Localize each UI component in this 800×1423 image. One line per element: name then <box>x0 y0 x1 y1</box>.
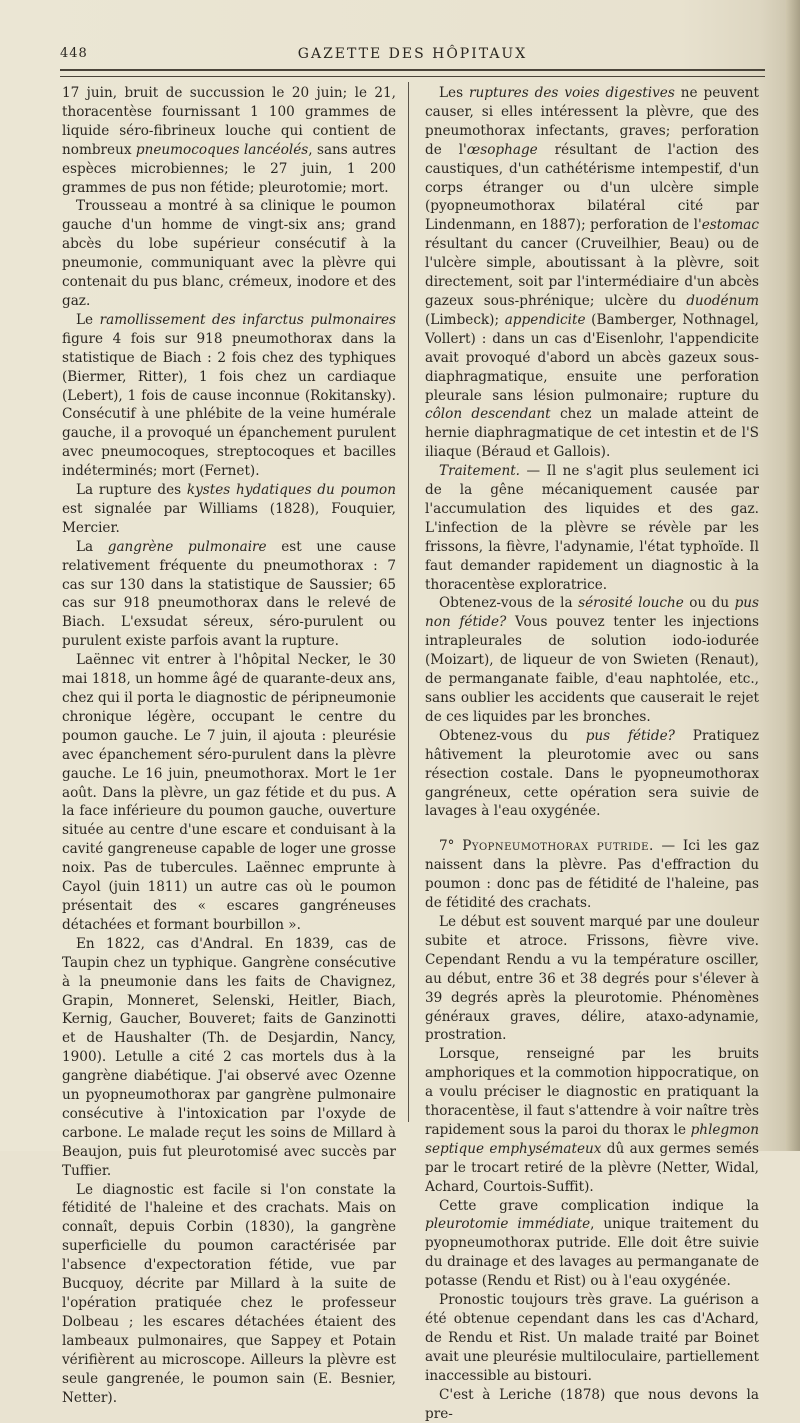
column-divider <box>408 82 409 1122</box>
text-run: Obtenez-vous du <box>439 727 586 744</box>
text-run: Le <box>76 311 100 328</box>
right-column <box>425 84 759 1423</box>
text-run: Lorsque, renseigné par les bruits amphoriques et la commotion hippocratique, on a voulu préciser le diagnostic en pratiquant la thoracentèse, il faut s'attendre à voir naître très rapidement sous la paroi du thorax le <box>425 1046 759 1138</box>
paragraph <box>62 311 396 481</box>
text-run: 7° <box>439 838 463 855</box>
italic-text: appendicite <box>504 311 586 328</box>
italic-text: pneumocoques lancéolés <box>135 141 309 158</box>
paragraph <box>425 1291 759 1386</box>
italic-text: pleurotomie immédiate <box>425 1216 591 1233</box>
text-run: Pratiquez hâtivement la pleurotomie avec ou sans résection costale. Dans le pyopneumothorax gangréneux, cette opération sera suivie de lavages à l'eau oxygénée. <box>425 727 759 820</box>
text-run: ne peuvent causer, si elles intéressent la plèvre, que des pneumothorax infectants, graves; perforation de l' <box>425 85 759 158</box>
left-column <box>62 84 396 1407</box>
text-run: est une cause relativement fréquente du pneumothorax : 7 cas sur 130 dans la statistique de Saussier; 65 cas sur 918 pneumothorax dans le relevé de Biach. L'exsudat séreux, séro-purulent ou purulent existe parfois avant la rupture. <box>62 538 396 650</box>
running-header <box>60 46 765 68</box>
text-run: (Limbeck); <box>425 311 505 328</box>
header-rule <box>60 69 765 77</box>
text-run: résultant de l'action des caustiques, d'un cathétérisme intempestif, d'un corps étranger ou d'un ulcère simple (pyopneumothorax bilatéral cité par Lindenmann, en 1887); perforation de l' <box>425 141 759 234</box>
text-run: , unique traitement du pyopneumothorax putride. Elle doit être suivie du drainage et des lavages au permanganate de potasse (Rendu et Rist) ou à l'eau oxygénée. <box>425 1216 759 1290</box>
italic-text: kystes hydatiques du poumon <box>186 482 396 499</box>
text-run: 17 juin, bruit de succussion le 20 juin; le 21, thoracentèse fournissant 1 100 grammes de liquide séro-fibrineux louche qui contient de nombreux <box>62 85 396 158</box>
text-run: La rupture des <box>76 482 187 499</box>
italic-text: duodénum <box>686 292 759 309</box>
italic-text: Traitement. <box>439 463 520 480</box>
text-run: — Il ne s'agit plus seulement ici de la gêne mécaniquement causée par l'accumulation des liquides et des gaz. L'infection de la plèvre se révèle par les frissons, la fièvre, l'adynamie, l'état typhoïde. Il faut demander rapidement un diagnostic à la thoracentèse exploratrice. <box>425 463 759 593</box>
paragraph <box>425 84 759 462</box>
text-run: Le début est souvent marqué par une douleur subite et atroce. Frissons, fièvre vive. Cependant Rendu a vu la température osciller, au début, entre 36 et 38 degrés pour s'élever à 39 degrés après la pleurotomie. Phénomènes généraux graves, délire, ataxo-adynamie, prostration. <box>425 913 759 1044</box>
paragraph <box>62 935 396 1181</box>
text-run: , sans autres espèces microbiennes; le 27 juin, 1 200 grammes de pus non fétide; pleurotomie; mort. <box>62 141 396 196</box>
italic-text: ruptures des voies digestives <box>469 85 675 101</box>
paragraph <box>425 594 759 726</box>
text-run: Pronostic toujours très grave. La guérison a été obtenue cependant dans les cas d'Achard, de Rendu et Rist. Un malade traité par Boinet avait une pleurésie multiloculaire, partiellement inaccessible au bistouri. <box>425 1292 759 1384</box>
paragraph <box>425 1386 759 1423</box>
paragraph <box>425 1197 759 1292</box>
text-run: En 1822, cas d'Andral. En 1839, cas de Taupin chez un typhique. Gangrène consécutive à la pneumonie dans les faits de Chavignez, Grapin, Monneret, Selenski, Heitler, Biach, Kernig, Gaucher, Bouveret; faits de Ganzinotti et de Haushalter (Th. de Desjardin, Nancy, 1900). Letulle a cité 2 cas mortels dus à la gangrène diabétique. J'ai observé avec Ozenne un pyopneumothorax par gangrène pulmonaire consécutive à l'intoxication par l'oxyde de carbone. Le malade reçut les soins de Millard à Beaujon, puis fut pleurotomisé avec succès par Tuffier. <box>62 935 396 1179</box>
page-number: 448 <box>60 46 88 61</box>
text-run: La <box>76 538 108 555</box>
text-run: dû aux germes semés par le trocart retiré de la plèvre (Netter, Widal, Achard, Courtois-Suffit). <box>425 1140 760 1195</box>
text-run: chez un malade atteint de hernie diaphragmatique de cet intestin et de l'S iliaque (Béraud et Gallois). <box>425 406 759 461</box>
italic-text: gangrène pulmonaire <box>107 538 267 555</box>
text-run: — Ici les gaz naissent dans la plèvre. Pas d'effraction du poumon : donc pas de fétidité de l'haleine, pas de fétidité des crachats. <box>425 838 759 912</box>
text-run: (Bamberger, Nothnagel, Vollert) : dans un cas d'Eisenlohr, l'appendicite avait provoqué d'abord un abcès gazeux sous-diaphragmatique, ensuite une perforation pleurale sans lésion pulmonaire; rupture du <box>425 311 759 404</box>
text-run: figure 4 fois sur 918 pneumothorax dans la statistique de Biach : 2 fois chez des typhiques (Biermer, Ritter), 1 fois chez un cardiaque (Lebert), 1 fois de cause inconnue (Rokitansky). Consécutif à une phlébite de la veine humérale gauche, il a provoqué un épanchement purulent avec pneumocoques, streptocoques et bacilles indéterminés; mort (Fernet). <box>62 330 396 480</box>
paragraph <box>425 727 759 822</box>
paragraph <box>62 197 396 310</box>
italic-text: pus non fétide? <box>425 595 760 631</box>
text-run: Trousseau a montré à sa clinique le poumon gauche d'un homme de vingt-six ans; grand abcès du lobe supérieur consécutif à la pneumonie, communiquant avec la plèvre qui contenait du pus blanc, crémeux, inodore et des gaz. <box>62 198 396 309</box>
paragraph <box>425 1045 759 1196</box>
text-run: Les <box>439 85 470 101</box>
paragraph <box>425 462 759 594</box>
text-run: est signalée par Williams (1828), Fouquier, Mercier. <box>62 500 396 536</box>
paragraph <box>425 913 759 1045</box>
text-run: Le diagnostic est facile si l'on constate la fétidité de l'haleine et des crachats. Mais on connaît, depuis Corbin (1830), la gangrène superficielle du poumon caractérisée par l'absence d'expectoration fétide, vue par Bucquoy, décrite par Millard à la suite de l'opération pratiquée chez le professeur Dolbeau ; les escares détachées étaient des lambeaux pulmonaires, que Sappey et Potain vérifièrent au microscope. Ailleurs la plèvre est seule gangrenée, le poumon sain (E. Besnier, Netter). <box>62 1181 396 1406</box>
text-run: résultant du cancer (Cruveilhier, Beau) ou de l'ulcère simple, aboutissant à la plèvre, soit directement, soit par l'intermédiaire d'un abcès gazeux sous-phrénique; ulcère du <box>425 236 759 309</box>
paragraph <box>425 837 759 913</box>
paragraph <box>62 481 396 538</box>
italic-text: œsophage <box>466 141 538 158</box>
paragraph <box>62 84 396 197</box>
italic-text: sérosité louche <box>578 595 684 612</box>
italic-text: estomac <box>701 217 759 234</box>
text-run: Obtenez-vous de la <box>439 595 579 612</box>
italic-text: phlegmon septique emphysémateux <box>425 1121 759 1157</box>
text-run: Cette grave complication indique la <box>439 1197 759 1214</box>
text-run: ou du <box>683 595 735 612</box>
text-run: Vous pouvez tenter les injections intrapleurales de solution iodo-iodurée (Moizart), de liqueur de von Swieten (Renaut), de permanganate faible, d'eau naphtolée, etc., sans oublier les accidents que causerait le rejet de ces liquides par les bronches. <box>425 614 759 725</box>
italic-text: ramollissement des infarctus pulmonaires <box>99 311 396 328</box>
italic-text: pus fétide? <box>585 727 675 744</box>
paragraph <box>62 1181 396 1408</box>
italic-text: côlon descendant <box>425 406 551 423</box>
journal-title: GAZETTE DES HÔPITAUX <box>297 46 528 62</box>
page-edge <box>786 0 800 1151</box>
paragraph <box>62 651 396 935</box>
small-caps-heading: Pyopneumothorax putride. <box>462 838 654 855</box>
text-run: C'est à Leriche (1878) que nous devons la pre- <box>425 1386 759 1422</box>
paragraph <box>62 538 396 651</box>
text-run: Laënnec vit entrer à l'hôpital Necker, le 30 mai 1818, un homme âgé de quarante-deux ans, chez qui il porta le diagnostic de péripneumonie chronique légère, occupant le centre du poumon gauche. Le 7 juin, il ajouta : pleurésie avec épanchement séro-purulent dans la plèvre gauche. Le 16 juin, pneumothorax. Mort le 1er août. Dans la plèvre, un gaz fétide et du pus. A la face inférieure du poumon gauche, ouverture située au centre d'une escare et conduisant à la cavité gangreneuse capable de loger une grosse noix. Pas de tubercules. Laënnec emprunte à Cayol (juin 1811) un autre cas où le poumon présentait des « escares gangréneuses détachées et formant bourbillon ». <box>62 652 396 933</box>
